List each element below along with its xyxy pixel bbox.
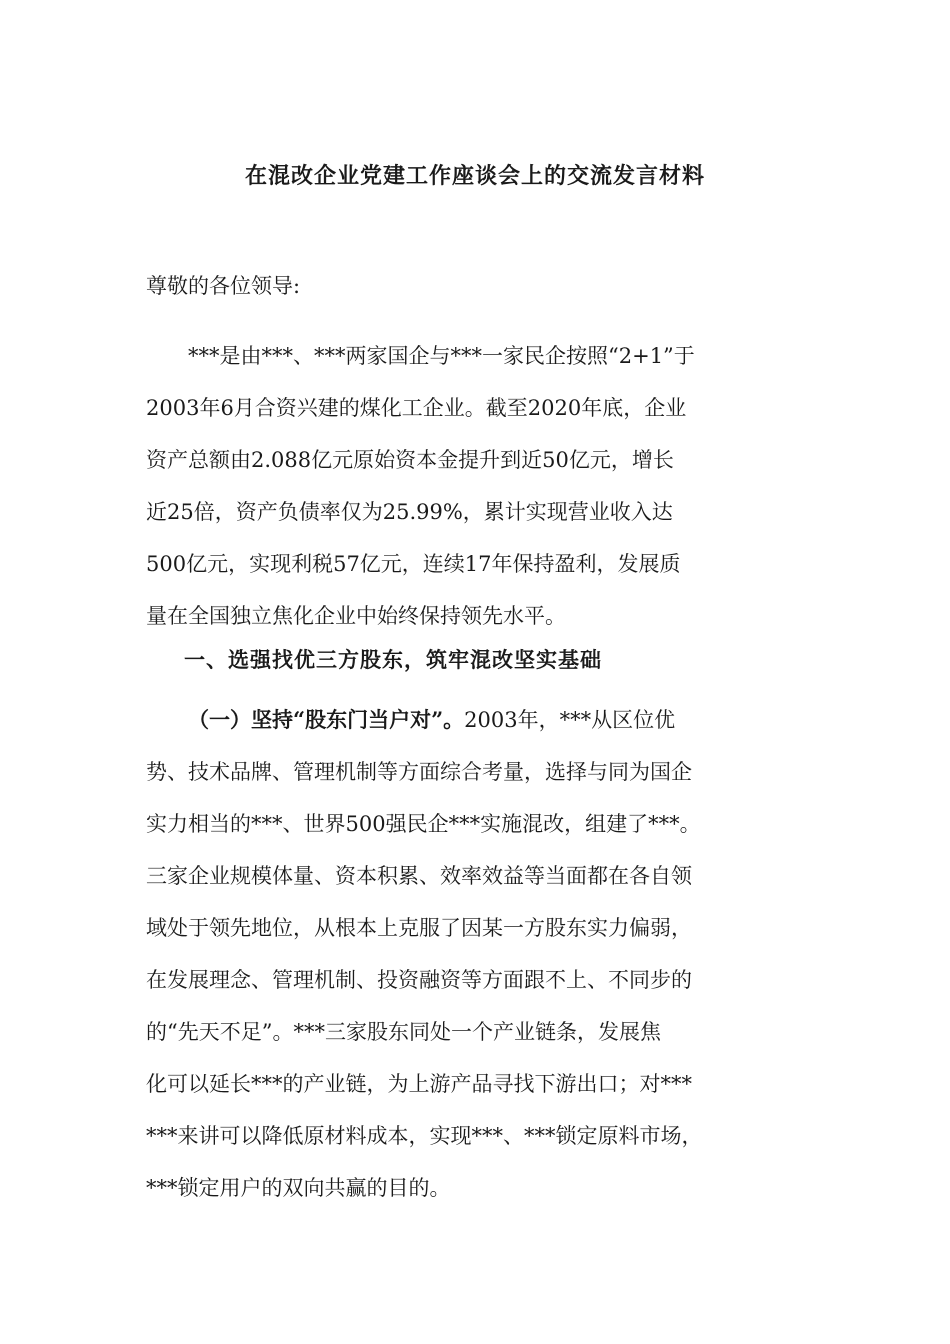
paragraph-line: 500亿元，实现利税57亿元，连续17年保持盈利，发展质: [146, 552, 681, 576]
paragraph-line: ***来讲可以降低原材料成本，实现***、***锁定原料市场，: [146, 1124, 703, 1148]
paragraph-line: 资产总额由2.088亿元原始资本金提升到近50亿元，增长: [146, 448, 674, 472]
paragraph-line: 域处于领先地位，从根本上克服了因某一方股东实力偏弱，: [146, 916, 692, 940]
document-title: 在混改企业党建工作座谈会上的交流发言材料: [244, 163, 705, 189]
paragraph-line: ***锁定用户的双向共赢的目的。: [146, 1176, 451, 1200]
paragraph-line-rest: 2003年，***从区位优: [464, 708, 676, 732]
paragraph-line: ***是由***、***两家国企与***一家民企按照“2+1”于: [188, 344, 695, 368]
section-heading: 一、选强找优三方股东，筑牢混改坚实基础: [184, 647, 602, 672]
paragraph-line: 三家企业规模体量、资本积累、效率效益等当面都在各自领: [146, 864, 692, 888]
paragraph-line: 实力相当的***、世界500强民企***实施混改，组建了***。: [146, 812, 701, 836]
paragraph-line: 的“先天不足”。***三家股东同处一个产业链条，发展焦: [146, 1020, 661, 1044]
salutation: 尊敬的各位领导:: [146, 274, 301, 298]
paragraph-line: 量在全国独立焦化企业中始终保持领先水平。: [146, 604, 566, 628]
subsection-heading: （一）坚持“股东门当户对”。: [188, 707, 465, 732]
paragraph-line: 势、技术品牌、管理机制等方面综合考量，选择与同为国企: [146, 760, 692, 784]
paragraph-line: 2003年6月合资兴建的煤化工企业。截至2020年底，企业: [146, 396, 687, 420]
paragraph-intro: [146, 330, 804, 642]
paragraph-subsection-1: [146, 694, 804, 1214]
paragraph-line: 化可以延长***的产业链，为上游产品寻找下游出口；对***: [146, 1072, 692, 1096]
paragraph-line: 在发展理念、管理机制、投资融资等方面跟不上、不同步的: [146, 968, 692, 992]
paragraph-line: [146, 694, 804, 746]
paragraph-line: 近25倍，资产负债率仅为25.99%，累计实现营业收入达: [146, 500, 673, 524]
